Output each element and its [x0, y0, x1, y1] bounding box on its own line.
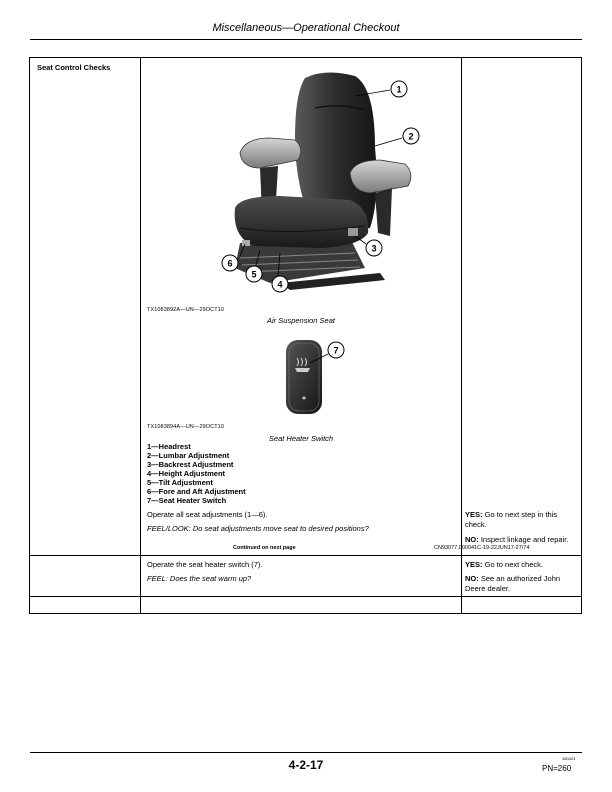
callout-6 — [222, 255, 238, 271]
svg-text:1: 1 — [396, 84, 402, 95]
legend-item: 5—Tilt Adjustment — [147, 478, 213, 487]
yes-text: Go to next check. — [484, 560, 543, 569]
yes-label: YES: — [465, 560, 483, 569]
step2-check: FEEL: Does the seat warm up? — [147, 574, 252, 583]
page-number: 4-2-17 — [288, 758, 324, 772]
legend-item: 1—Headrest — [147, 442, 191, 451]
callout-4 — [272, 276, 288, 292]
footer-rule — [30, 752, 582, 753]
page-header-title: Miscellaneous—Operational Checkout — [212, 22, 400, 34]
row-divider — [30, 555, 581, 556]
step2-no-answer — [465, 574, 577, 593]
figure2-caption: Seat Heater Switch — [268, 434, 334, 443]
seat-heater-switch-illustration — [280, 338, 350, 418]
step1-check: FEEL/LOOK: Do seat adjustments move seat to desired positions? — [147, 524, 369, 533]
callout-3 — [366, 240, 382, 256]
continued-note: Continued on next page — [233, 545, 296, 551]
step2-instruction: Operate the seat heater switch (7). — [147, 560, 263, 569]
legend-item: 6—Fore and Aft Adjustment — [147, 487, 246, 496]
svg-text:5: 5 — [251, 269, 257, 280]
figure1-caption: Air Suspension Seat — [267, 316, 335, 325]
column-divider-left — [140, 58, 141, 613]
svg-text:3: 3 — [371, 243, 377, 254]
document-reference: CN93077,000041C-19-22JUN17-27/74 — [434, 545, 530, 551]
callout-legend — [147, 442, 246, 505]
air-suspension-seat-illustration — [180, 68, 440, 308]
footer-small-code: 180423 — [562, 756, 576, 761]
callout-1 — [391, 81, 407, 97]
callout-5 — [246, 266, 262, 282]
step2-yes-answer — [465, 560, 577, 570]
figure1-code: TX1083892A—UN—29OCT10 — [147, 307, 224, 313]
svg-text:2: 2 — [408, 131, 414, 142]
callout-7 — [328, 342, 344, 358]
step1-instruction: Operate all seat adjustments (1—6). — [147, 510, 268, 519]
legend-item: 7—Seat Heater Switch — [147, 496, 227, 505]
continued-divider — [30, 596, 581, 597]
legend-item: 4—Height Adjustment — [147, 469, 226, 478]
no-text: Inspect linkage and repair. — [480, 535, 569, 544]
pn-number: PN=260 — [542, 764, 572, 773]
callout-2 — [403, 128, 419, 144]
svg-text:4: 4 — [277, 279, 283, 290]
svg-text:7: 7 — [333, 345, 339, 356]
no-text: See an authorized John Deere dealer. — [465, 574, 561, 593]
no-label: NO: — [465, 535, 479, 544]
legend-item: 2—Lumbar Adjustment — [147, 451, 230, 460]
step1-yes-answer — [465, 510, 577, 529]
check-table — [29, 57, 582, 614]
step1-no-answer — [465, 535, 577, 545]
yes-label: YES: — [465, 510, 483, 519]
no-label: NO: — [465, 574, 479, 583]
section-label: Seat Control Checks — [37, 63, 111, 72]
figure2-code: TX1083894A—UN—29OCT10 — [147, 424, 224, 430]
legend-item: 3—Backrest Adjustment — [147, 460, 234, 469]
svg-text:6: 6 — [227, 258, 233, 269]
header-rule — [30, 39, 582, 40]
yes-text: Go to next step in this check. — [465, 510, 558, 529]
column-divider-right — [461, 58, 462, 613]
